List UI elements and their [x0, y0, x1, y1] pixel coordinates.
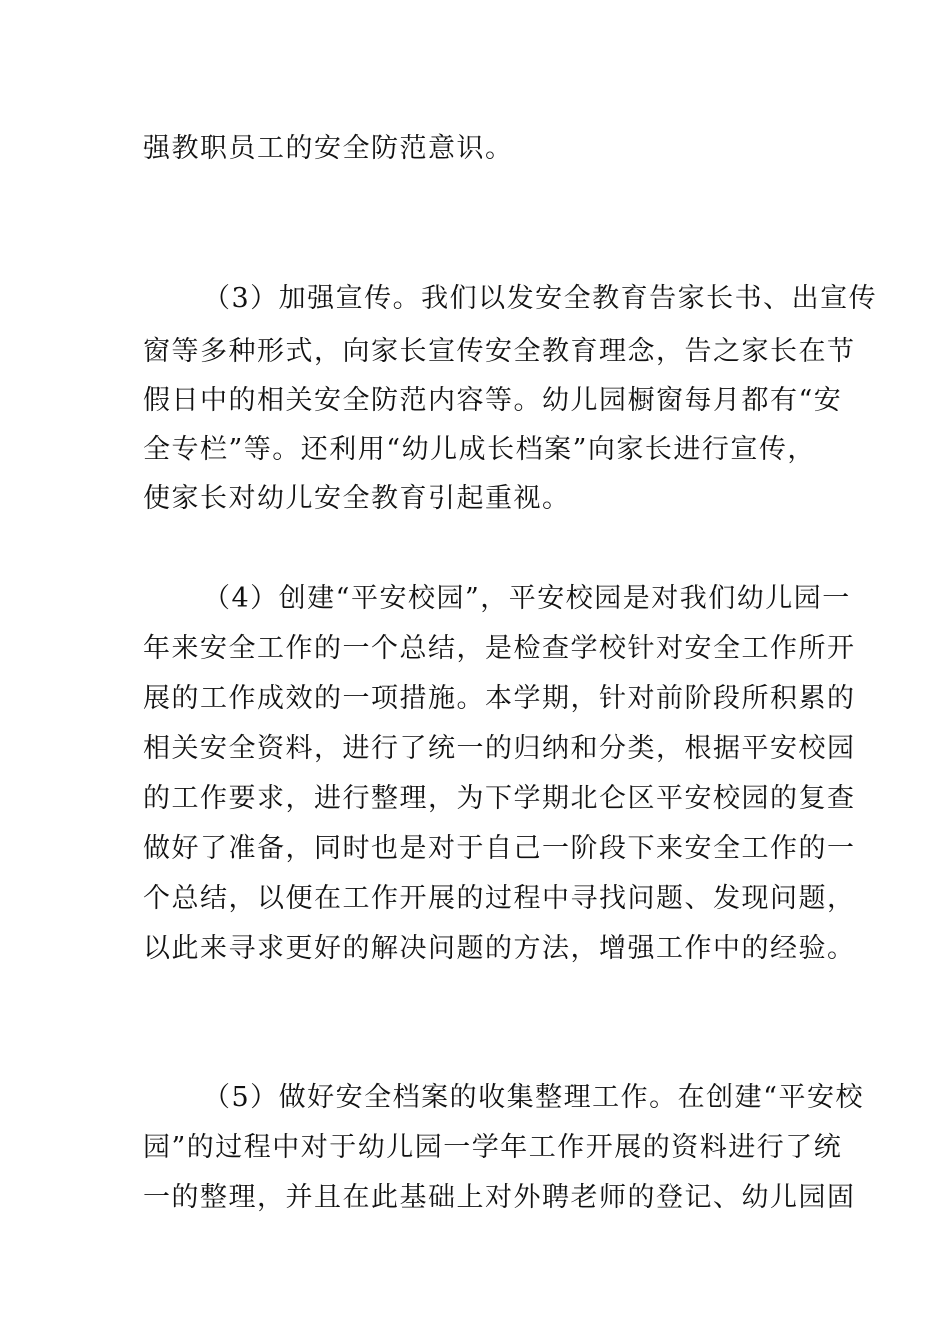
paragraph-5-line-2: 园”的过程中对于幼儿园一学年工作开展的资料进行了统 [143, 1132, 843, 1163]
paragraph-3-line-3: 假日中的相关安全防范内容等。幼儿园橱窗每月都有“安 [143, 385, 843, 416]
paragraph-3-line-1: （3）加强宣传。我们以发安全教育告家长书、出宣传 [203, 283, 878, 314]
paragraph-3-line-5: 使家长对幼儿安全教育引起重视。 [143, 483, 571, 514]
paragraph-4-line-5: 的工作要求，进行整理，为下学期北仑区平安校园的复查 [143, 783, 856, 814]
paragraph-5-line-1: （5）做好安全档案的收集整理工作。在创建“平安校 [203, 1082, 864, 1113]
paragraph-3-line-4: 全专栏”等。还利用“幼儿成长档案”向家长进行宣传， [143, 434, 816, 465]
paragraph-4-line-6: 做好了准备，同时也是对于自己一阶段下来安全工作的一 [143, 833, 856, 864]
paragraph-4-line-4: 相关安全资料，进行了统一的归纳和分类，根据平安校园 [143, 733, 856, 764]
paragraph-4-line-2: 年来安全工作的一个总结，是检查学校针对安全工作所开 [143, 633, 856, 664]
paragraph-5-line-3: 一的整理，并且在此基础上对外聘老师的登记、幼儿园固 [143, 1182, 856, 1213]
paragraph-3-line-2: 窗等多种形式，向家长宣传安全教育理念，告之家长在节 [143, 336, 856, 367]
paragraph-2-line-1: 强教职员工的安全防范意识。 [143, 133, 514, 164]
paragraph-4-line-3: 展的工作成效的一项措施。本学期，针对前阶段所积累的 [143, 683, 856, 714]
paragraph-4-line-8: 以此来寻求更好的解决问题的方法，增强工作中的经验。 [143, 933, 856, 964]
paragraph-4-line-1: （4）创建“平安校园”，平安校园是对我们幼儿园一 [203, 583, 851, 614]
paragraph-4-line-7: 个总结，以便在工作开展的过程中寻找问题、发现问题， [143, 883, 856, 914]
